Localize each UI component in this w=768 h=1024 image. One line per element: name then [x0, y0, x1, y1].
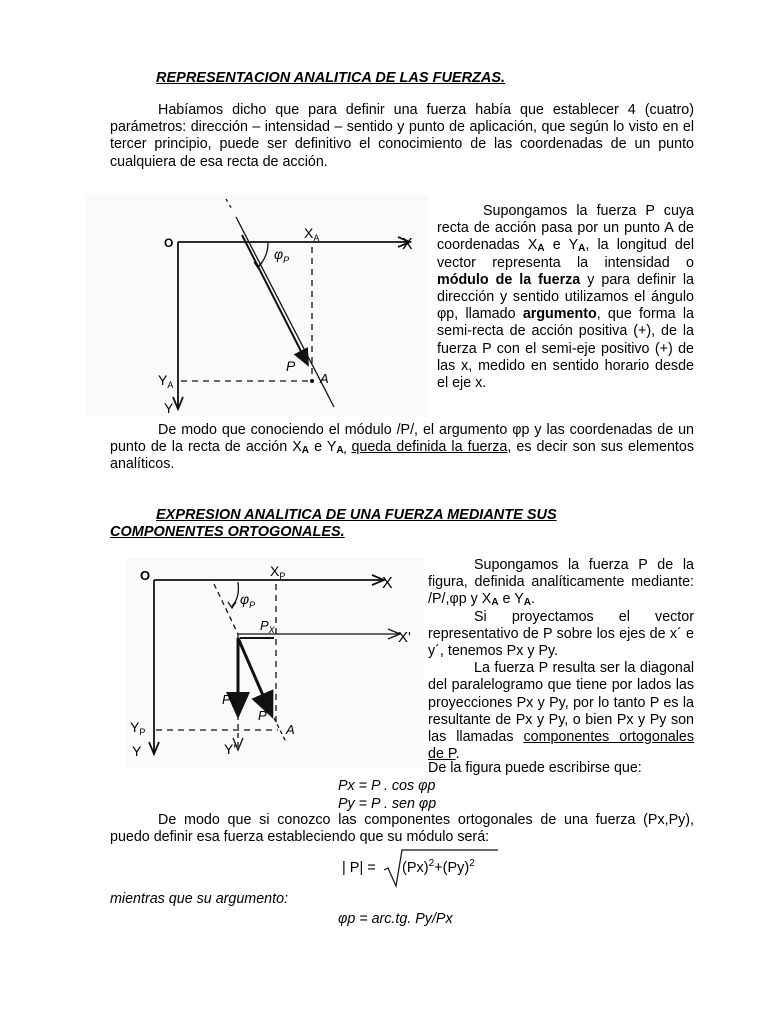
figure-orthogonal-components-drawing — [126, 558, 424, 768]
section2-paragraph: De modo que si conozco las componentes ortogonales de una fuerza (Px,Py), puedo definir esa fuerza estableciendo que su módulo será: — [110, 812, 694, 846]
formula-rhs: $(Px)^2+(Py)^2$ — [402, 858, 475, 876]
fig2-label-xp: $X_P$ — [270, 563, 286, 581]
section2-heading-line2: COMPONENTES ORTOGONALES. — [110, 524, 345, 540]
fig1-label-x: X — [402, 236, 413, 253]
figure-force-vector-drawing — [86, 195, 428, 417]
section2-side-text: Supongamos la fuerza P de la figura, definida analíticamente mediante: /P/,φp y $X_A$ e $Y_A$. Si proyectamos el vector representativo de P sobre los ejes de x´ e y´, tenemos Px y Py. La fuerza P resulta ser la diagonal del paralelogramo que tiene por lados las proyecciones Px y Py, por lo tanto P es la resultante de Px y Py, o bien Px y Py son las llamadas componentes ortogonales de P. — [428, 557, 695, 763]
section2-from-figure: De la figura puede escribirse que: — [428, 760, 642, 776]
fig1-label-y: Y — [164, 400, 174, 416]
fig2-label-py: $P_Y$ — [222, 692, 237, 709]
fig2-label-x-prime: X' — [398, 629, 411, 646]
fig2-label-p: P — [258, 708, 267, 723]
while-argument: mientras que su argumento: — [110, 891, 289, 907]
section1-heading: REPRESENTACION ANALITICA DE LAS FUERZAS. — [156, 70, 506, 86]
fig2-label-phi: $\varphi_P$ — [240, 591, 256, 610]
fig1-label-p: P — [286, 358, 296, 374]
fig2-label-o: O — [140, 568, 151, 583]
figure-force-vector — [86, 195, 428, 417]
fig2-label-y-prime: Y' — [224, 741, 237, 757]
fig2-label-x: X — [382, 575, 393, 592]
section1-side-text: Supongamos la fuerza P cuya recta de acción pasa por un punto A de coordenadas $X_A$ e $Y_A$, la longitud del vector representa la intensidad o módulo de la fuerza y para definir la dirección y sentido utilizamos el ángulo φp, llamado argumento, que forma la semi-recta de acción positiva (+), de la fuerza P con el semi-eje positivo (+) de las x, medido en sentido horario desde el eje x. — [437, 203, 695, 392]
section1-intro: Habíamos dicho que para definir una fuerza había que establecer 4 (cuatro) parámetros: dirección – intensidad – sentido y punto de aplicación, que según lo visto en el tercer principio, puede ser definitivo el conocimiento de las coordenadas de un punto cualquiera de esa recta de acción. — [110, 102, 694, 170]
fig1-label-a: A — [320, 371, 329, 386]
section1-para2: De modo que conociendo el módulo /P/, el argumento φp y las coordenadas de un punto de la recta de acción $X_A$ e $Y_{A,}$ queda definida la fuerza, es decir son sus elementos analíticos. — [110, 422, 695, 473]
fig1-label-xa: $X_A$ — [304, 225, 320, 243]
fig1-label-phi: $\varphi_P$ — [274, 246, 290, 265]
fig1-label-ya: $Y_A$ — [158, 372, 174, 390]
equation-px: Px = P . cos φp — [338, 778, 436, 794]
formula-lhs: | P| = — [342, 860, 376, 876]
equation-argument: φp = arc.tg. Py/Px — [338, 911, 453, 927]
section2-heading-line1: EXPRESION ANALITICA DE UNA FUERZA MEDIANTE SUS — [156, 507, 557, 523]
figure-orthogonal-components — [126, 558, 424, 768]
fig1-label-o: O — [164, 236, 174, 250]
fig2-label-a: A — [286, 722, 295, 737]
modulus-formula — [340, 848, 500, 888]
fig2-label-y: Y — [132, 743, 142, 759]
equation-py: Py = P . sen φp — [338, 796, 437, 812]
fig2-label-px: $P_X$ — [260, 618, 275, 635]
fig2-label-yp: $Y_P$ — [130, 719, 146, 737]
